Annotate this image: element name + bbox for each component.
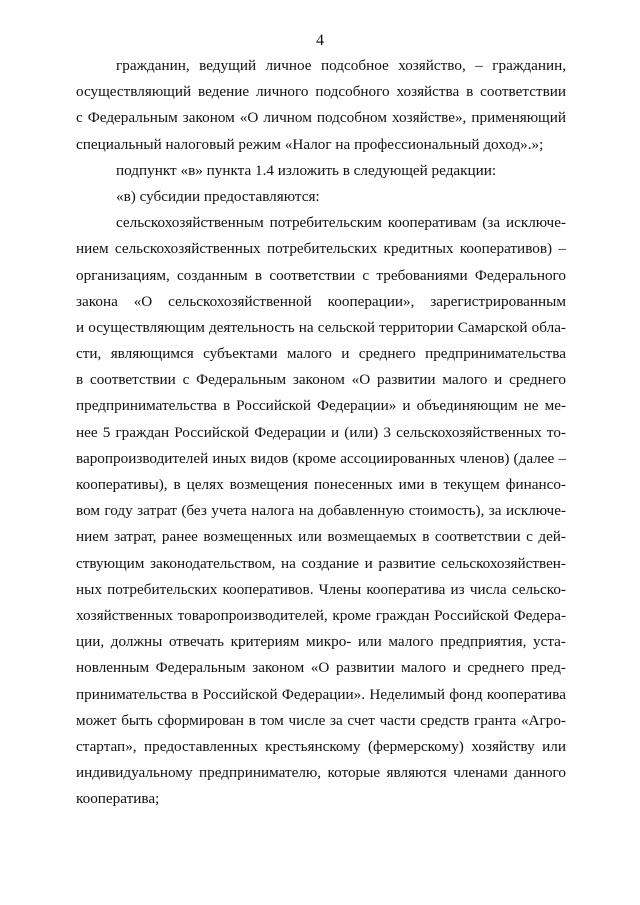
text-line: стартап», предоставленных крестьянскому (фермерскому) хозяйству или [76,737,566,755]
text-line: вом году затрат (без учета налога на добавленную стоимость), за исключе- [76,502,566,520]
text-line: сельскохозяйственным потребительским кооперативам (за исключе- [116,214,566,232]
text-line: гражданин, ведущий личное подсобное хозяйство, – гражданин, [116,57,566,74]
text-line: осуществляющий ведение личного подсобного хозяйства в соответствии [76,83,566,101]
text-line: закона «О сельскохозяйственной кооперации», зарегистрированным [76,292,566,310]
text-line: нием сельскохозяйственных потребительских кредитных кооперативов) – [76,240,566,258]
text-line: с Федеральным законом «О личном подсобном хозяйстве», применяющий [76,109,566,127]
text-line: варопроизводителей иных видов (кроме ассоциированных членов) (далее – [76,449,566,467]
text-line: может быть сформирован в том числе за счет части средств гранта «Агро- [76,711,566,729]
text-line: предпринимательства в Российской Федерации» и объединяющим не ме- [76,397,566,415]
text-line: принимательства в Российской Федерации». Неделимый фонд кооператива [76,685,566,703]
text-line: кооперативы), в целях возмещения понесенных ими в текущем финансо- [76,476,566,493]
text-line: хозяйственных товаропроизводителей, кроме граждан Российской Федера- [76,606,566,624]
text-line: нее 5 граждан Российской Федерации и (или) 3 сельскохозяйственных то- [76,423,566,441]
text-line: «в) субсидии предоставляются: [116,187,320,205]
text-line: новленным Федеральным законом «О развитии малого и среднего пред- [76,659,566,677]
text-line: ции, должны отвечать критериям микро- или малого предприятия, уста- [76,633,566,651]
text-line: в соответствии с Федеральным законом «О развитии малого и среднего [76,371,566,389]
text-line: подпункт «в» пункта 1.4 изложить в следующей редакции: [116,161,497,179]
text-line: специальный налоговый режим «Налог на профессиональный доход».»; [76,135,544,153]
text-line: индивидуальному предпринимателю, которые являются членами данного [76,764,566,782]
text-line: ных потребительских кооперативов. Члены кооператива из числа сельско- [76,580,566,598]
text-line: ствующим законодательством, на создание и развитие сельскохозяйствен- [76,554,566,572]
text-line: сти, являющимся субъектами малого и среднего предпринимательства [76,345,566,363]
text-line: кооператива; [76,790,160,808]
text-line: организациям, созданным в соответствии с требованиями Федерального [76,266,566,284]
page-number: 4 [316,32,324,49]
text-line: и осуществляющим деятельность на сельской территории Самарской обла- [76,318,566,336]
text-line: нием затрат, ранее возмещенных или возмещаемых в соответствии с дей- [76,528,566,546]
document-body [76,53,566,812]
